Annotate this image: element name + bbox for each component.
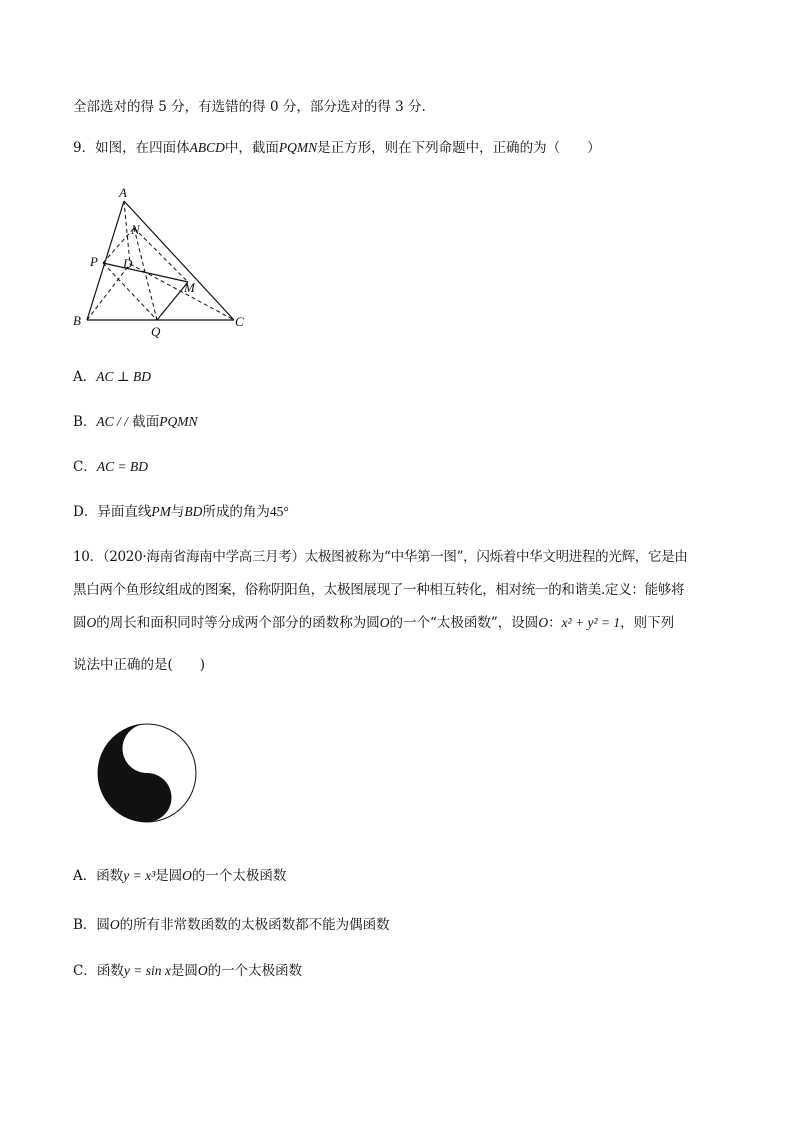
option-text: 的一个太极函数 bbox=[207, 963, 303, 979]
option-math: y = sin x bbox=[123, 963, 171, 978]
label-C: C bbox=[235, 314, 244, 329]
text-run: ： bbox=[548, 615, 562, 631]
option-text: 函数 bbox=[96, 963, 124, 979]
option-letter: B． bbox=[73, 917, 97, 933]
taiji-black-dot bbox=[140, 790, 154, 804]
option-math: PQMN bbox=[159, 414, 198, 429]
edge-AD bbox=[124, 201, 130, 264]
edge-PQ bbox=[103, 263, 157, 320]
option-text: 的所有非常数函数的太极函数都不能为偶函数 bbox=[119, 917, 390, 933]
option-text: 是圆 bbox=[155, 868, 183, 884]
q10-line-3 bbox=[73, 613, 674, 633]
q10-line-4: 说法中正确的是( ) bbox=[73, 657, 206, 673]
option-text: 的一个太极函数 bbox=[191, 868, 287, 884]
option-letter: A． bbox=[73, 369, 97, 385]
q10-line-2: 黑白两个鱼形纹组成的图案，俗称阴阳鱼，太极图展现了一种相互转化，相对统一的和谐美.定义：能够将 bbox=[73, 582, 685, 598]
option-text: 函数 bbox=[96, 868, 124, 884]
q10-option-b bbox=[73, 915, 390, 935]
intro-line: 全部选对的得 5 分，有选错的得 0 分，部分选对的得 3 分. bbox=[73, 99, 426, 115]
edge-BD bbox=[87, 264, 130, 320]
label-P: P bbox=[90, 254, 98, 269]
option-letter: A． bbox=[73, 868, 97, 884]
text-run: 的一个“太极函数”，设圆 bbox=[389, 615, 539, 631]
q9-number: 9． bbox=[73, 140, 96, 156]
option-math: O bbox=[182, 868, 192, 883]
edge-NM bbox=[134, 228, 188, 282]
q9-stem-post: 是正方形，则在下列命题中，正确的为（ ） bbox=[317, 140, 601, 156]
option-text: 是圆 bbox=[170, 963, 198, 979]
label-M: M bbox=[184, 280, 195, 295]
q9-stem bbox=[73, 138, 601, 158]
text-run: 的周长和面积同时等分成两个部分的函数称为圆 bbox=[96, 615, 380, 631]
option-text: 异面直线 bbox=[97, 504, 152, 520]
circle-o: O bbox=[379, 615, 390, 630]
option-math: AC ⊥ BD bbox=[96, 369, 151, 384]
label-B: B bbox=[73, 313, 81, 328]
text-run: 圆 bbox=[73, 615, 87, 631]
option-math: AC / / bbox=[96, 414, 128, 429]
q9-stem-mid: 中，截面 bbox=[224, 140, 279, 156]
option-math: O bbox=[197, 963, 208, 978]
option-text: 圆 bbox=[96, 917, 110, 933]
option-text: 截面 bbox=[132, 414, 160, 430]
circle-equation: x² + y² = 1 bbox=[561, 615, 621, 630]
option-text: 与 bbox=[170, 504, 185, 520]
taiji-white-dot bbox=[140, 741, 154, 755]
option-math: PM bbox=[151, 504, 171, 519]
circle-o: O bbox=[86, 615, 97, 630]
option-letter: D． bbox=[73, 504, 98, 520]
edge-AC bbox=[124, 201, 234, 320]
circle-o: O bbox=[538, 615, 549, 630]
label-Q: Q bbox=[151, 324, 161, 339]
option-letter: C． bbox=[73, 459, 97, 475]
option-math: y = x³ bbox=[123, 868, 156, 883]
taiji-figure bbox=[96, 722, 198, 824]
label-A: A bbox=[119, 185, 127, 200]
option-math: BD bbox=[184, 504, 203, 519]
q9-option-d bbox=[73, 502, 289, 522]
option-math: O bbox=[109, 917, 120, 932]
q10-option-a bbox=[73, 866, 286, 886]
label-D: D bbox=[123, 256, 133, 271]
option-math: AC = BD bbox=[96, 459, 148, 474]
q9-tetra: ABCD bbox=[189, 140, 225, 155]
q9-section: PQMN bbox=[278, 140, 318, 155]
option-letter: B． bbox=[73, 414, 97, 430]
option-text: 所成的角为 bbox=[202, 504, 270, 520]
q10-option-c bbox=[73, 961, 302, 981]
q9-option-b bbox=[73, 412, 197, 432]
tetrahedron-figure bbox=[68, 182, 258, 342]
q9-stem-pre: 如图，在四面体 bbox=[95, 140, 190, 156]
q9-option-c bbox=[73, 457, 148, 477]
text-run: ，则下列 bbox=[620, 615, 675, 631]
q10-line-1: 10．（2020·海南省海南中学高三月考）太极图被称为“中华第一图”，闪烁着中华文明进程的光辉，它是由 bbox=[73, 549, 688, 565]
option-math: 45° bbox=[269, 504, 289, 519]
q9-option-a bbox=[73, 367, 151, 387]
option-letter: C． bbox=[73, 963, 97, 979]
label-N: N bbox=[131, 222, 140, 237]
